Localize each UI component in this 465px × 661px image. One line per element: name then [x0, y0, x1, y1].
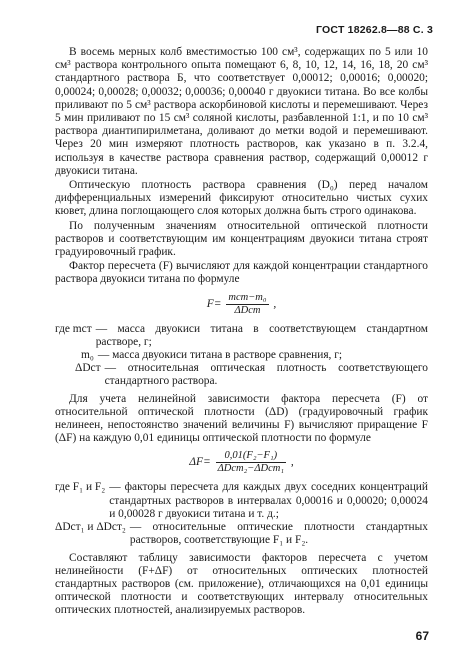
formula-numerator: mст−m₀ [228, 291, 267, 303]
formula-increment [55, 450, 428, 475]
paragraph-table-compilation: Составляют таблицу зависимости факторов пересчета с учетом нелинейности (F+ΔF) от относительных оптических плотностей стандартных растворов (см. приложение), отличающихся на 0,01 единицы оптической плотности и соответствующих интервалу относительных оптических плотностей, анализируемых растворов. [55, 551, 428, 617]
definition-item [55, 349, 428, 362]
definition-text: — относительная оптическая плотность соответствующего стандартного раствора. [104, 362, 428, 388]
definition-symbol: где F₁ и F₂ [55, 481, 106, 494]
formula-tail: , [290, 456, 294, 469]
paragraph-calibration-procedure: В восемь мерных колб вместимостью 100 см³, содержащих по 5 или 10 см³ раствора контрольного опыта помещают 6, 8, 10, 12, 14, 16, 18, 20 см³ стандартного раствора Б, что соответствует 0,00012; 0,00016; 0,00020; 0,00024; 0,00028; 0,00032; 0,00036; 0,00040 г двуокиси титана. Во все колбы приливают по 5 см³ раствора аскорбиновой кислоты и перемешивают. Через 5 мин приливают по 15 см³ соляной кислоты, разбавленной 1:1, и по 10 см³ раствора диантипирилметана, доливают до метки водой и перемешивают. Через 20 мин измеряют плотность растворов, как указано в п. 3.2.4, используя в качестве раствора сравнения раствор, содержащий 0,00012 г двуокиси титана. [55, 46, 428, 177]
definitions-list-1 [55, 323, 428, 389]
formula-numerator: 0,01(F₂−F₁) [216, 450, 286, 463]
definition-text: — относительные оптические плотности стандартных растворов, соответствующие F₁ и F₂. [129, 521, 428, 547]
formula-denominator: ΔDст [234, 304, 261, 316]
formula-lhs: F= [206, 297, 222, 310]
formula-lhs: ΔF= [189, 456, 211, 469]
paragraph-reference-density: Оптическую плотность раствора сравнения (D₀) перед началом дифференциальных измерений фиксируют относительно чистых сухих кювет, длина поглощающего слоя которых должна быть строго одинакова. [55, 179, 428, 218]
page-header: ГОСТ 18262.8—88 С. 3 [316, 24, 433, 36]
formula-denominator: ΔDст₂−ΔDст₁ [217, 463, 285, 475]
definition-item [55, 481, 428, 521]
definition-text: — масса двуокиси титана в соответствующем стандартном растворе, г; [95, 322, 428, 348]
definition-symbol: ΔDст₁ и ΔDст₂ [55, 521, 126, 534]
formula-conversion-factor [55, 292, 428, 317]
definition-symbol: m₀ [81, 349, 94, 362]
document-body [55, 46, 428, 619]
paragraph-nonlinearity: Для учета нелинейной зависимости фактора пересчета (F) от относительной оптической плотности (ΔD) (градуировочный график нелинеен, непостоянство значений величины F) вычисляют приращение F (ΔF) на каждую 0,01 единицы оптической плотности по формуле [55, 392, 428, 445]
paragraph-calibration-graph: По полученным значениям относительной оптической плотности растворов и соответствующим им концентрациям двуокиси титана строят градуировочный график. [55, 219, 428, 259]
definition-symbol: где mст [55, 322, 92, 335]
definitions-list-2 [55, 481, 428, 547]
paragraph-conversion-factor: Фактор пересчета (F) вычисляют для каждой концентрации стандартного раствора двуокиси титана по формуле [55, 260, 428, 286]
formula-fraction [216, 450, 286, 475]
definition-item [55, 521, 428, 547]
definition-item [55, 362, 428, 388]
formula-fraction [226, 292, 268, 317]
page-number: 67 [415, 629, 429, 643]
definition-item [55, 323, 428, 349]
definition-text: — масса двуокиси титана в растворе сравнения, г; [97, 349, 343, 362]
definition-symbol: ΔDст [75, 362, 101, 375]
definition-text: — факторы пересчета для каждых двух соседних концентраций стандартных растворов в интервалах 0,00016 и 0,00020; 0,00024 и 0,00028 г двуокиси титана и т. д.; [109, 481, 428, 520]
formula-tail: , [273, 297, 277, 310]
